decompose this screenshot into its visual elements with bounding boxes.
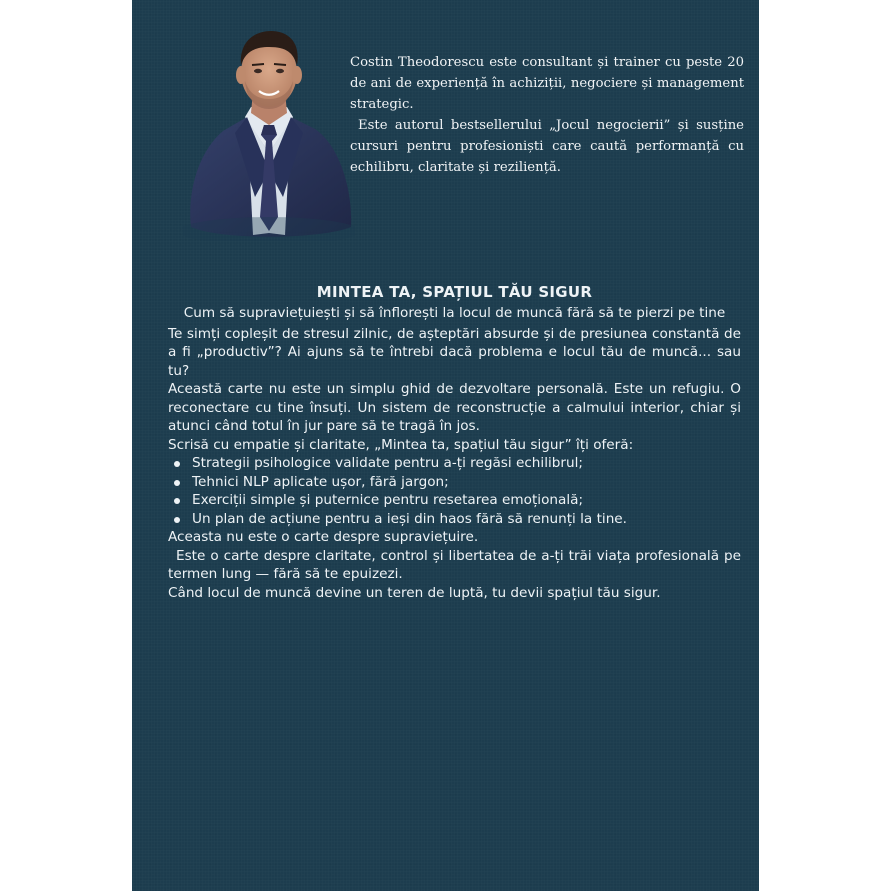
closing-paragraph: Când locul de muncă devine un teren de luptă, tu devii spațiul tău sigur. <box>168 584 661 601</box>
benefit-text: Exerciții simple și puternice pentru resetarea emoțională; <box>192 492 584 508</box>
benefits-list <box>168 454 741 528</box>
author-bio-paragraph: Costin Theodorescu este consultant și trainer cu peste 20 de ani de experiență în achiziții, negociere și management strategic. <box>350 55 744 112</box>
author-bio-paragraph: Este autorul bestsellerului „Jocul negocierii” și susține cursuri pentru profesioniști care caută performanță cu echilibru, claritate și reziliență. <box>350 118 744 175</box>
list-item <box>192 473 741 492</box>
book-subtitle: Cum să supraviețuiești și să înflorești la locul de muncă fără să te pierzi pe tine <box>183 305 726 321</box>
bullet-icon <box>174 498 180 504</box>
bullet-icon <box>174 517 180 523</box>
closing-paragraph: Aceasta nu este o carte despre supraviețuire. <box>168 529 479 545</box>
list-item <box>192 510 741 529</box>
list-item <box>192 491 741 510</box>
book-title: MINTEA TA, SPAȚIUL TĂU SIGUR <box>316 283 593 301</box>
intro-paragraph: Scrisă cu empatie și claritate, „Mintea ta, spațiul tău sigur” îți oferă: <box>168 436 634 453</box>
bullet-icon <box>174 461 180 467</box>
book-back-cover <box>132 0 759 891</box>
benefit-text: Strategii psihologice validate pentru a-ți regăsi echilibrul; <box>192 455 583 471</box>
book-description <box>168 280 741 602</box>
author-portrait <box>183 21 355 241</box>
benefit-text: Tehnici NLP aplicate ușor, fără jargon; <box>192 473 449 490</box>
list-item <box>192 454 741 473</box>
intro-paragraph: Te simți copleșit de stresul zilnic, de așteptări absurde și de presiunea constantă de a fi „productiv”? Ai ajuns să te întrebi dacă problema e locul tău de muncă... sau tu? <box>168 325 741 379</box>
closing-paragraph: Este o carte despre claritate, control și libertatea de a-ți trăi viața profesională pe termen lung — fără să te epuizezi. <box>168 547 741 582</box>
intro-paragraph: Această carte nu este un simplu ghid de dezvoltare personală. Este un refugiu. O reconectare cu tine însuți. Un sistem de reconstrucție a calmului interior, chiar și atunci când totul în jur pare să te tragă în jos. <box>168 381 741 434</box>
bullet-icon <box>174 480 180 486</box>
author-bio <box>350 52 744 178</box>
benefit-text: Un plan de acțiune pentru a ieși din haos fără să renunți la tine. <box>192 510 627 527</box>
